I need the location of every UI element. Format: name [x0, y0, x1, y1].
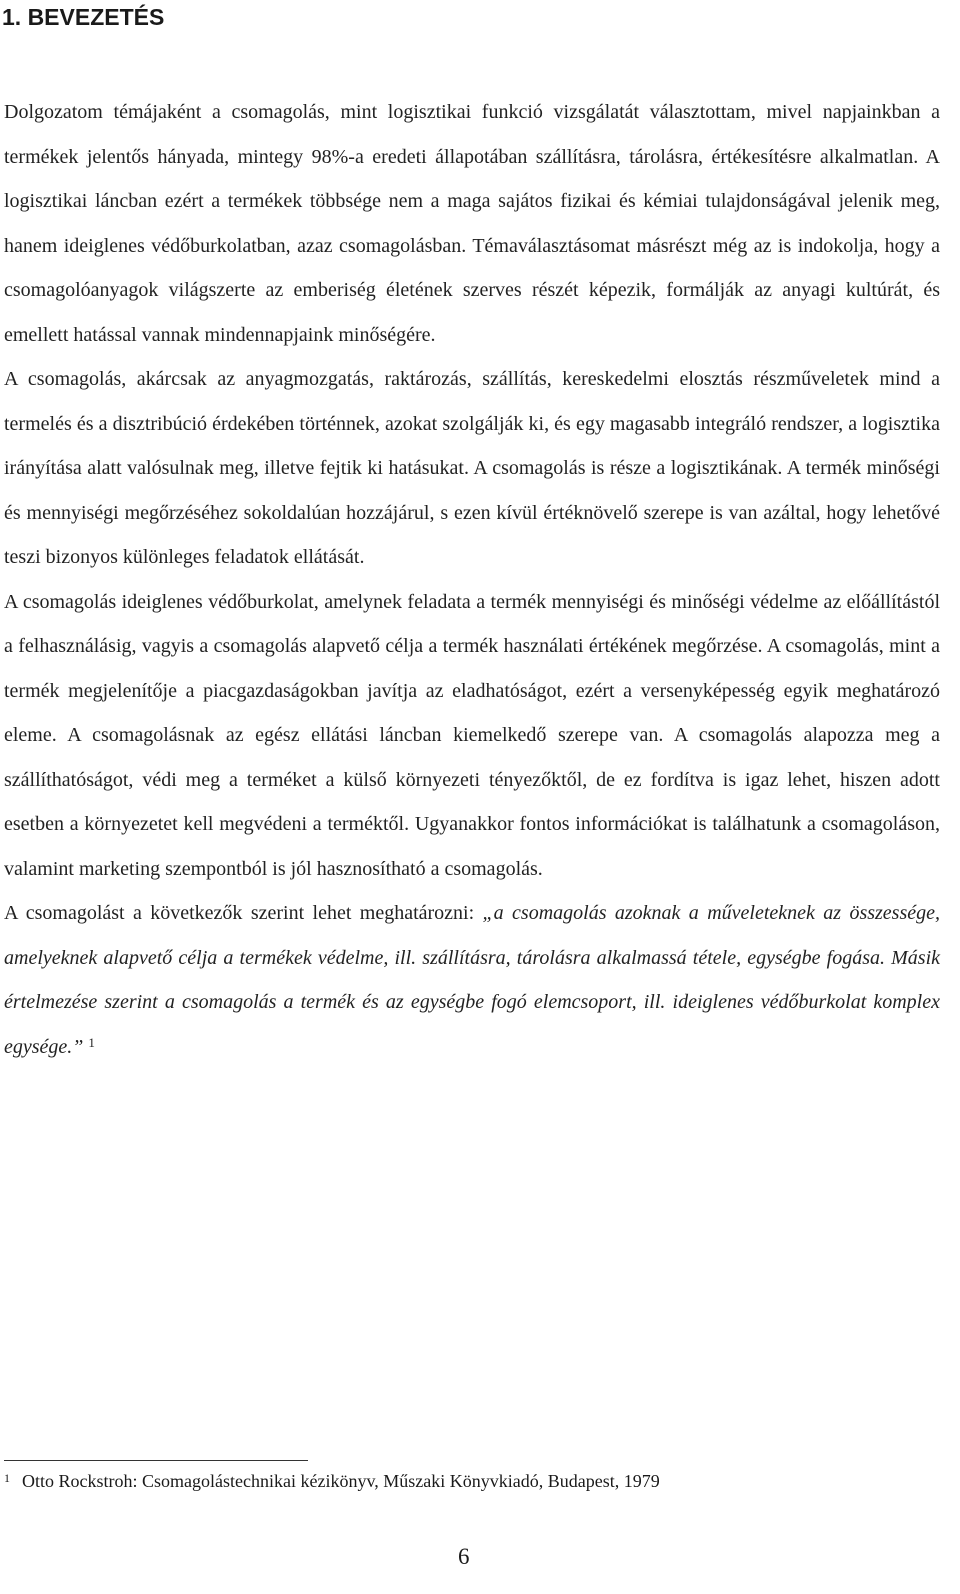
paragraph-definition	[4, 891, 940, 1069]
footnote-number: 1	[4, 1471, 10, 1485]
definition-intro: A csomagolást a következők szerint lehet meghatározni:	[4, 902, 483, 924]
paragraph-topic-choice: Dolgozatom témájaként a csomagolás, mint logisztikai funkció vizsgálatát választottam, mivel napjainkban a termékek jelentős hányada, mintegy 98%-a eredeti állapotában szállításra, tárolásra, értékesítésre alkalmatlan. A logisztikai láncban ezért a termékek többsége nem a maga sajátos fizikai és kémiai tulajdonságával jelenik meg, hanem ideiglenes védőburkolatban, azaz csomagolásban. Témaválasztásomat másrészt még az is indokolja, hogy a csomagolóanyagok világszerte az emberiség életének szerves részét képezik, formálják az anyagi kultúrát, és emellett hatással vannak mindennapjaink minőségére.	[4, 101, 940, 346]
paragraph-protective-role: A csomagolás ideiglenes védőburkolat, amelynek feladata a termék mennyiségi és minőségi védelme az előállítástól a felhasználásig, vagyis a csomagolás alapvető célja a termék használati értékének megőrzése. A csomagolás, mint a termék megjelenítője a piacgazdaságokban javítja az eladhatóságot, ezért a versenyképesség egyik meghatározó eleme. A csomagolásnak az egész ellátási láncban kiemelkedő szerepe van. A csomagolás alapozza meg a szállíthatóságot, védi meg a terméket a külső környezeti tényezőktől, de ez fordítva is igaz lehet, hiszen adott esetben a környezetet kell megvédeni a terméktől. Ugyanakkor fontos információkat is találhatunk a csomagoláson, valamint marketing szempontból is jól hasznosítható a csomagolás.	[4, 590, 940, 880]
body-text	[4, 90, 940, 1069]
paragraph-logistics: A csomagolás, akárcsak az anyagmozgatás, raktározás, szállítás, kereskedelmi elosztás részműveletek mind a termelés és a disztribúció érdekében történnek, azokat szolgálják ki, és egy magasabb integráló rendszer, a logisztika irányítása alatt valósulnak meg, illetve fejtik ki hatásukat. A csomagolás is része a logisztikának. A termék minőségi és mennyiségi megőrzéséhez sokoldalúan hozzájárul, s ezen kívül értéknövelő szerepe is van azáltal, hogy lehetővé teszi bizonyos különleges feladatok ellátását.	[4, 368, 940, 568]
footnote-reference[interactable]: 1	[88, 1034, 95, 1050]
section-heading: 1. BEVEZETÉS	[2, 4, 165, 30]
footnote	[4, 1468, 660, 1494]
page-number: 6	[458, 1544, 470, 1569]
definition-quote: „a csomagolás azoknak a műveleteknek az összessége, amelyeknek alapvető célja a termékek védelme, ill. szállításra, tárolásra alkalmassá tétele, egységbe fogása. Másik értelmezése szerint a csomagolás a termék és az egységbe fogó elemcsoport, ill. ideiglenes védőburkolat komplex egysége.”	[4, 902, 940, 1058]
footnote-text: Otto Rockstroh: Csomagolástechnikai kézikönyv, Műszaki Könyvkiadó, Budapest, 1979	[22, 1471, 660, 1491]
footnote-divider	[4, 1460, 308, 1461]
